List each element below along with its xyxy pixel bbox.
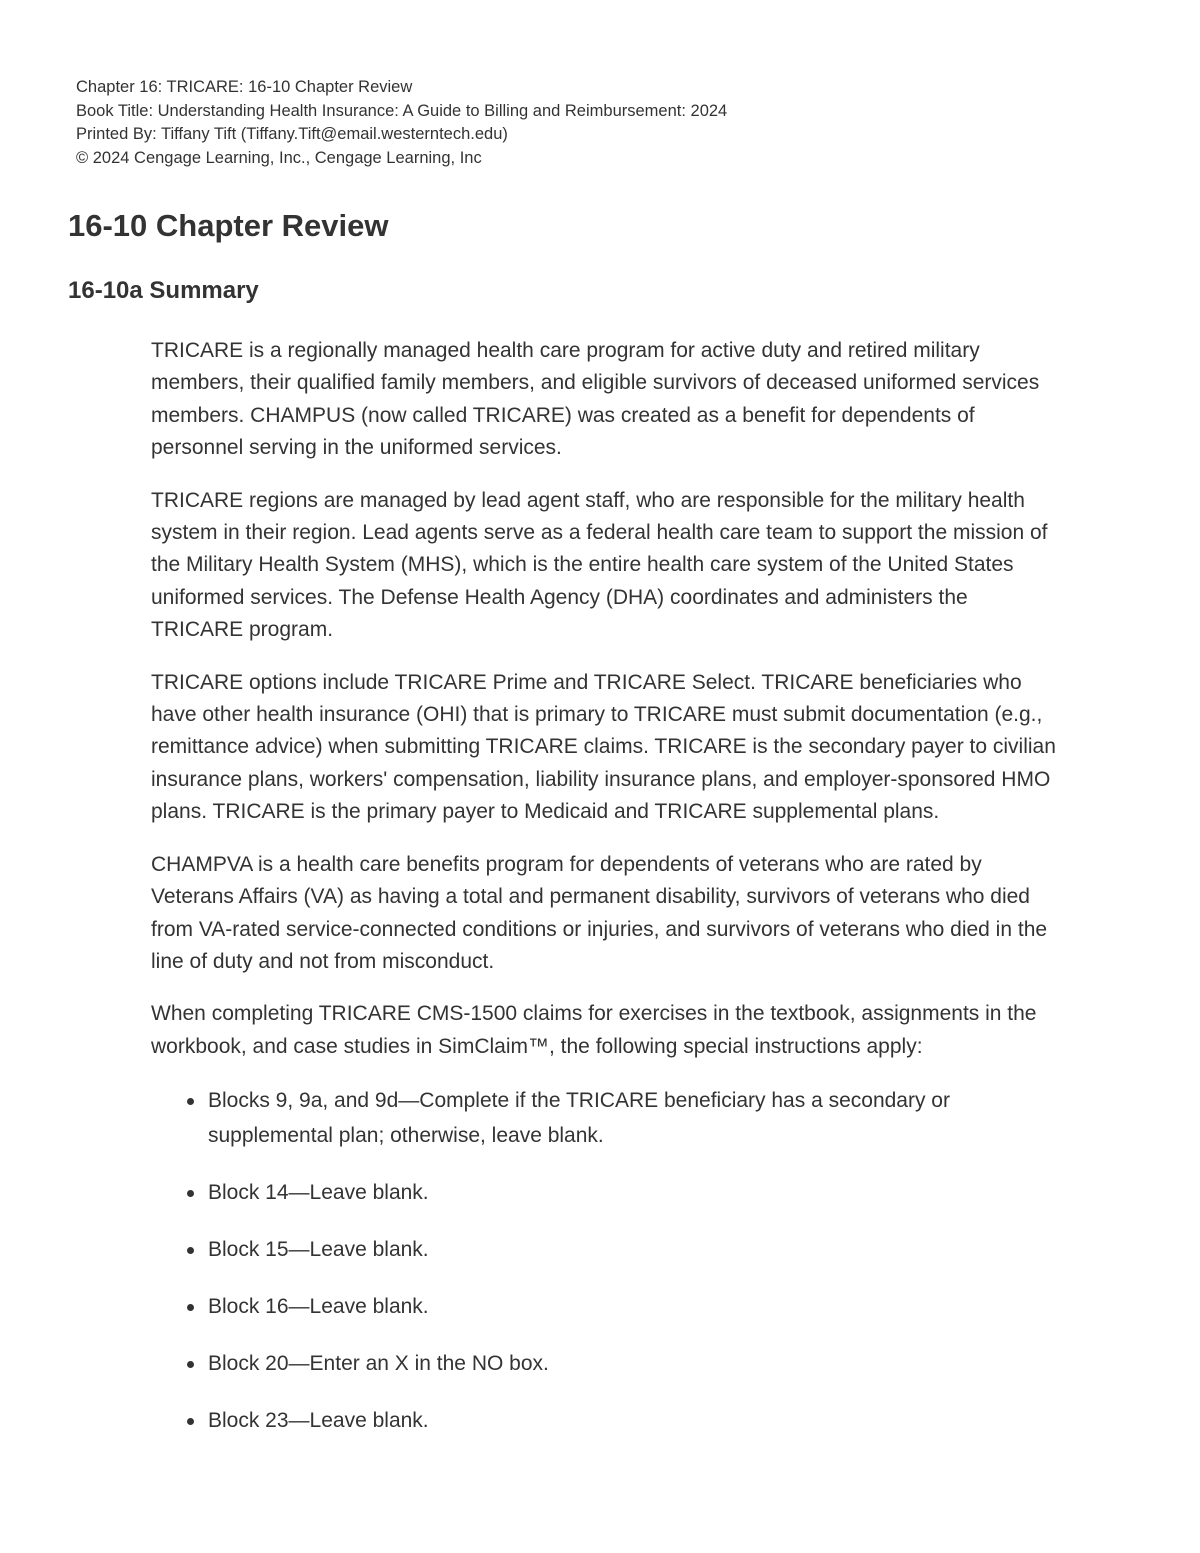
- summary-paragraph: TRICARE is a regionally managed health care program for active duty and retired military members, their qualified family members, and eligible survivors of deceased uniformed services members. CHAMPUS (now called TRICARE) was created as a benefit for dependents of personnel serving in the uniformed services.: [151, 339, 1040, 460]
- instructions-list: [151, 1083, 1056, 1438]
- summary-paragraph: TRICARE options include TRICARE Prime and TRICARE Select. TRICARE beneficiaries who have other health insurance (OHI) that is primary to TRICARE must submit documentation (e.g., remittance advice) when submitting TRICARE claims. TRICARE is the secondary payer to civilian insurance plans, workers' compensation, liability insurance plans, and employer-sponsored HMO plans. TRICARE is the primary payer to Medicaid and TRICARE supplemental plans.: [151, 670, 1056, 824]
- summary-paragraph: TRICARE regions are managed by lead agent staff, who are responsible for the military health system in their region. Lead agents serve as a federal health care team to support the mission of the Military Health System (MHS), which is the entire health care system of the United States uniformed services. The Defense Health Agency (DHA) coordinates and administers the TRICARE program.: [151, 488, 1048, 642]
- list-item: Block 20—Enter an X in the NO box.: [151, 1346, 1056, 1381]
- header-chapter: Chapter 16: TRICARE: 16-10 Chapter Review: [76, 78, 413, 96]
- header-book-title: Book Title: Understanding Health Insurance: A Guide to Billing and Reimbursement: 2024: [76, 101, 728, 120]
- list-item: Block 14—Leave blank.: [151, 1175, 1056, 1210]
- summary-paragraph: When completing TRICARE CMS-1500 claims for exercises in the textbook, assignments in the workbook, and case studies in SimClaim™, the following special instructions apply:: [151, 1002, 1037, 1058]
- list-item: Block 16—Leave blank.: [151, 1289, 1056, 1324]
- print-header: [76, 76, 727, 170]
- list-item: Block 23—Leave blank.: [151, 1403, 1056, 1438]
- header-copyright: © 2024 Cengage Learning, Inc., Cengage Learning, Inc: [76, 148, 482, 167]
- summary-paragraph: CHAMPVA is a health care benefits program for dependents of veterans who are rated by Veterans Affairs (VA) as having a total and permanent disability, survivors of veterans who died from VA-rated service-connected conditions or injuries, and survivors of veterans who died in the line of duty and not from misconduct.: [151, 852, 1048, 973]
- list-item: Blocks 9, 9a, and 9d—Complete if the TRICARE beneficiary has a secondary or supplemental plan; otherwise, leave blank.: [151, 1083, 1056, 1153]
- section-title: 16-10a Summary: [68, 277, 259, 304]
- page-title: 16-10 Chapter Review: [68, 208, 389, 243]
- list-item: Block 15—Leave blank.: [151, 1232, 1056, 1267]
- header-printed-by: Printed By: Tiffany Tift (Tiffany.Tift@email.westerntech.edu): [76, 125, 508, 143]
- summary-body: [151, 335, 1056, 1460]
